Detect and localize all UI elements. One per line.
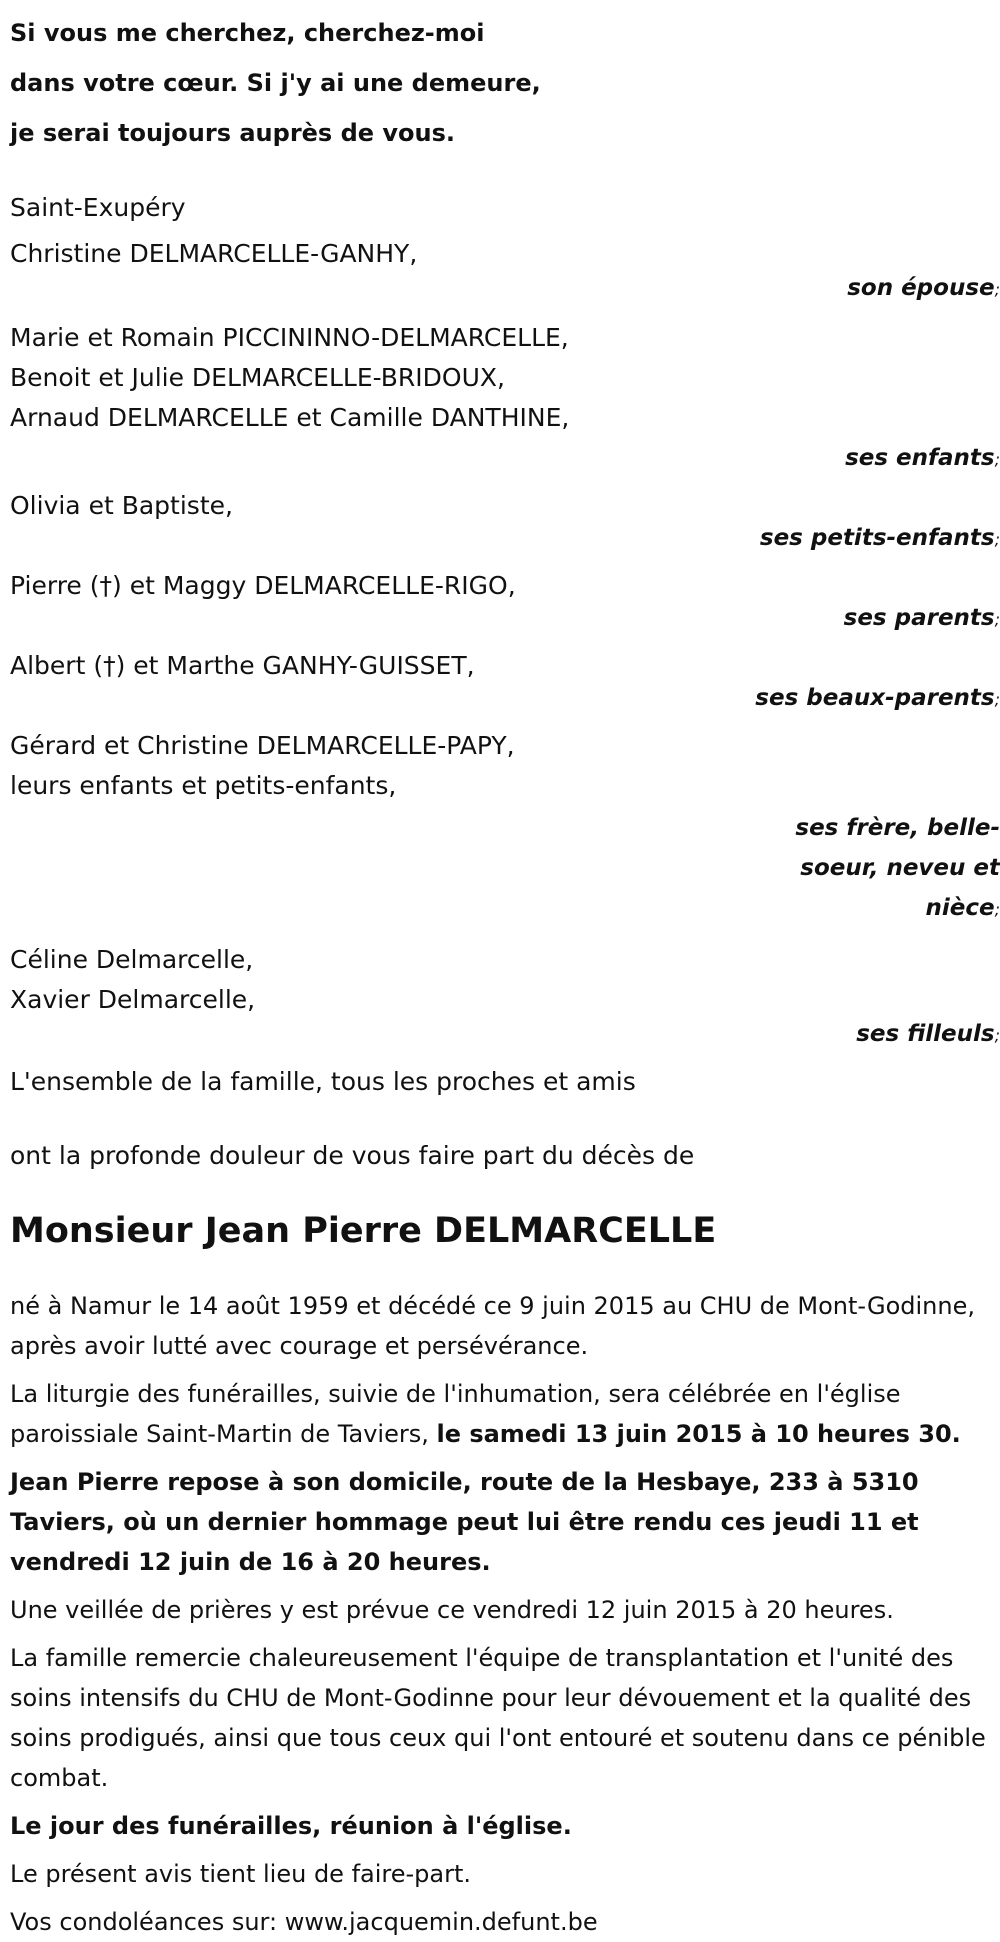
- family-in-laws: [10, 646, 1000, 720]
- family-names: Benoit et Julie DELMARCELLE-BRIDOUX,: [10, 363, 505, 392]
- family-names: leurs enfants et petits-enfants,: [10, 771, 397, 800]
- condolences-text: Vos condoléances sur: www.jacquemin.defunt.be: [10, 1908, 598, 1936]
- liturgy-date: le samedi 13 juin 2015 à 10 heures 30.: [436, 1420, 961, 1448]
- family-names: Xavier Delmarcelle,: [10, 985, 256, 1014]
- family-relation: ses enfants;: [845, 445, 1000, 471]
- family-names: Christine DELMARCELLE-GANHY,: [10, 239, 418, 268]
- family-relation: ses filleuls;: [856, 1021, 1000, 1047]
- family-grandchildren: [10, 486, 1000, 560]
- family-names: Céline Delmarcelle,: [10, 945, 254, 974]
- rest-text: Jean Pierre repose à son domicile, route de la Hesbaye, 233 à 5310 Taviers, où un dernier hommage peut lui être rendu ces jeudi 11 et vendredi 12 juin de 16 à 20 heures.: [10, 1468, 919, 1576]
- quote-author: Saint-Exupéry: [10, 193, 186, 222]
- liturgy-text: La liturgie des funérailles, suivie de l'inhumation, sera célébrée en l'église paroissiale Saint-Martin de Taviers, le samedi 13 juin 2015 à 10 heures 30.: [10, 1380, 961, 1448]
- family-names: Gérard et Christine DELMARCELLE-PAPY,: [10, 731, 515, 760]
- gathering-text: Le jour des funérailles, réunion à l'église.: [10, 1812, 572, 1840]
- quote-line: dans votre cœur. Si j'y ai une demeure,: [10, 69, 541, 97]
- deceased-name: Monsieur Jean Pierre DELMARCELLE: [10, 1211, 717, 1251]
- family-godchildren: [10, 940, 1000, 1056]
- family-children: [10, 318, 1000, 480]
- family-relation: ses parents;: [843, 605, 1000, 631]
- birth-death-text: né à Namur le 14 août 1959 et décédé ce 9 juin 2015 au CHU de Mont-Godinne, après avoir lutté avec courage et persévérance.: [10, 1292, 975, 1360]
- thanks-text: La famille remercie chaleureusement l'équipe de transplantation et l'unité des soins intensifs du CHU de Mont-Godinne pour leur dévouement et la qualité des soins prodigués, ainsi que tous ceux qui l'ont entouré et soutenu dans ce pénible combat.: [10, 1644, 986, 1792]
- quote-line: je serai toujours auprès de vous.: [10, 119, 456, 147]
- notice-text: Le présent avis tient lieu de faire-part.: [10, 1860, 472, 1888]
- family-parents: [10, 566, 1000, 640]
- family-relation: ses beaux-parents;: [755, 685, 1000, 711]
- family-names: Albert (†) et Marthe GANHY-GUISSET,: [10, 651, 475, 680]
- family-relation: ses petits-enfants;: [759, 525, 1000, 551]
- family-relation: ses frère, belle- soeur, neveu et nièce;: [795, 815, 1000, 921]
- family-relation: son épouse;: [847, 275, 1000, 301]
- vigil-text: Une veillée de prières y est prévue ce vendredi 12 juin 2015 à 20 heures.: [10, 1596, 894, 1624]
- family-names: Marie et Romain PICCININNO-DELMARCELLE,: [10, 323, 569, 352]
- family-siblings: [10, 726, 1000, 930]
- family-everyone: L'ensemble de la famille, tous les proches et amis: [10, 1067, 636, 1096]
- quote-line: Si vous me cherchez, cherchez-moi: [10, 19, 485, 47]
- family-names: Arnaud DELMARCELLE et Camille DANTHINE,: [10, 403, 570, 432]
- family-names: Pierre (†) et Maggy DELMARCELLE-RIGO,: [10, 571, 516, 600]
- family-names: Olivia et Baptiste,: [10, 491, 233, 520]
- announcement: ont la profonde douleur de vous faire part du décès de: [10, 1141, 695, 1170]
- family-spouse: [10, 234, 1000, 310]
- quote-block: [10, 8, 1000, 158]
